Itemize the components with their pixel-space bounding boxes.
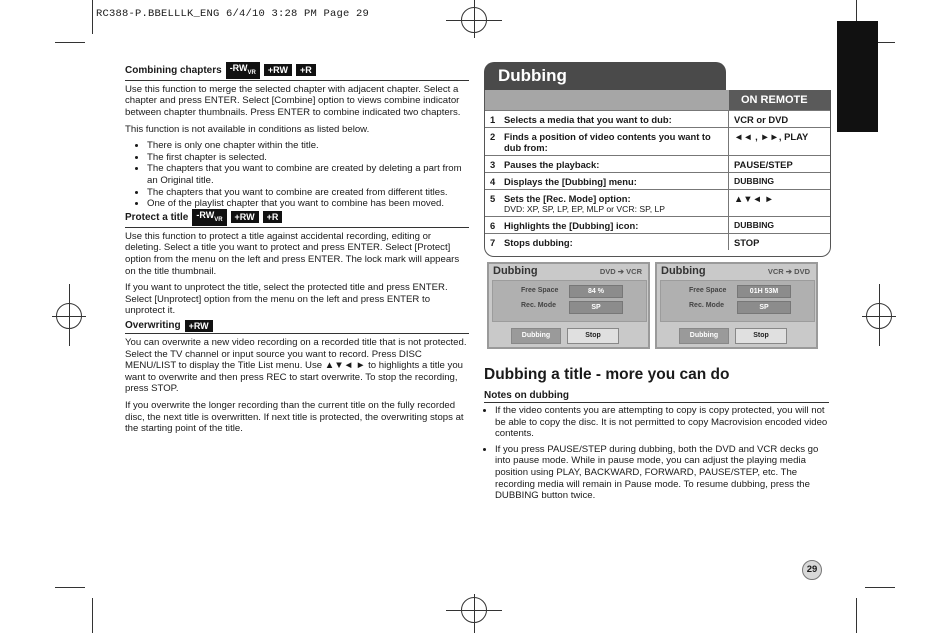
free-space-label: Free Space	[689, 287, 727, 294]
rec-mode-label: Rec. Mode	[689, 302, 725, 309]
screen-title: Dubbing	[661, 265, 706, 277]
rec-mode-options: DVD: XP, SP, LP, EP, MLP or VCR: SP, LP	[504, 204, 665, 214]
badge-plus-r: +R	[296, 64, 316, 76]
table-header	[485, 90, 830, 110]
rec-mode-value: SP	[569, 301, 623, 314]
dubbing-steps-table	[484, 90, 831, 257]
dubbing-button[interactable]: Dubbing	[679, 328, 729, 344]
badge-plus-rw: +RW	[231, 211, 259, 223]
rec-mode-label: Rec. Mode	[521, 302, 557, 309]
protect-title-heading	[125, 209, 469, 228]
section-tab	[837, 21, 878, 132]
list-item: • The chapters that you want to combine are created by deleting a part from an Original title.	[147, 163, 469, 186]
protect-title: Protect a title	[125, 211, 189, 223]
combining-chapters-section	[125, 62, 469, 215]
table-row: 5 Sets the [Rec. Mode] option: DVD: XP, SP, LP, EP, MLP or VCR: SP, LP ▲▼◄ ►	[485, 189, 830, 216]
table-row: 3 Pauses the playback: PAUSE/STEP	[485, 155, 830, 172]
notes-list	[484, 405, 829, 507]
badge-rw-vr: $-RW_{VR}$	[226, 62, 260, 79]
dubbing-button[interactable]: Dubbing	[511, 328, 561, 344]
badge-plus-rw: +RW	[185, 320, 213, 332]
list-item: • If the video contents you are attempting to copy is copy protected, you will not be able to copy the disc. It is not permitted to copy Macrovision encoded video contents.	[495, 405, 829, 440]
page-number: 29	[802, 560, 822, 580]
on-remote-label: ON REMOTE	[729, 90, 830, 110]
list-item: • There is only one chapter within the title.	[147, 140, 469, 152]
dubbing-heading: Dubbing	[484, 62, 726, 90]
protect-title-section	[125, 209, 469, 322]
overwriting-section	[125, 320, 469, 440]
table-row: 2 Finds a position of video contents you want to dub from: ◄◄ , ►►, PLAY	[485, 127, 830, 155]
free-space-value: 84 %	[569, 285, 623, 298]
free-space-label: Free Space	[521, 287, 559, 294]
overwriting-heading	[125, 320, 469, 334]
protect-paragraph-2: If you want to unprotect the title, select the protected title and press ENTER. Select [Unprotect] option from the menu on the left and press ENTER to unprotect it.	[125, 282, 448, 317]
dub-direction: DVD ➔ VCR	[599, 267, 642, 276]
dubbing-screen-vcr-to-dvd	[655, 262, 818, 349]
screen-title: Dubbing	[493, 265, 538, 277]
stop-button[interactable]: Stop	[735, 328, 787, 344]
dub-direction: VCR ➔ DVD	[767, 267, 810, 276]
combining-chapters-heading	[125, 62, 469, 81]
free-space-value: 01H 53M	[737, 285, 791, 298]
combining-title: Combining chapters	[125, 64, 222, 76]
overwriting-paragraph-1: You can overwrite a new video recording on a recorded title that is not protected. Select the TV channel or input source you want to record. Press DISC MENU/LIST to display the Title List menu. Use ▲▼◄ ► to highlights a title you want to overwrite and then press REC to start overwrite. To stop the recording, press STOP.	[125, 337, 467, 395]
rec-mode-value: SP	[737, 301, 791, 314]
table-row: 7 Stops dubbing: STOP	[485, 233, 830, 256]
badge-plus-rw: +RW	[264, 64, 292, 76]
combining-paragraph-1: Use this function to merge the selected chapter with adjacent chapter. Select a chapter and press ENTER. Select [Combine] option to views combine indicator between chapter thumbnails. Press ENTER to combine indicated two chapters.	[125, 83, 461, 118]
list-item: • The first chapter is selected.	[147, 152, 469, 164]
stop-button[interactable]: Stop	[567, 328, 619, 344]
list-item: • One of the playlist chapter that you want to combine has been moved.	[147, 198, 469, 210]
combining-conditions-list	[125, 140, 469, 210]
table-row: 1 Selects a media that you want to dub: VCR or DVD	[485, 110, 830, 127]
badge-plus-r: +R	[263, 211, 283, 223]
protect-paragraph-1: Use this function to protect a title against accidental recording, editing or deleting. Select a title you want to protect and press ENTER. Select [Protect] option from the menu on the left and press ENTER. The lock mark will appears on the title thumbnail.	[125, 230, 460, 277]
notes-heading: Notes on dubbing	[484, 390, 829, 403]
combining-paragraph-2: This function is not available in conditions as listed below.	[125, 123, 370, 135]
print-slug: RC388-P.BBELLLK_ENG 6/4/10 3:28 PM Page 29	[96, 8, 370, 20]
dubbing-screen-dvd-to-vcr	[487, 262, 650, 349]
overwriting-title: Overwriting	[125, 320, 181, 332]
badge-rw-vr: $-RW_{VR}$	[192, 209, 226, 226]
section-title: Dubbing a title - more you can do	[484, 366, 730, 383]
list-item: • If you press PAUSE/STEP during dubbing, both the DVD and VCR decks go into pause mode. While in pause mode, you can adjust the playing media position using PLAY, BACKWARD, FORWARD, PAUSE/STEP, etc. The recording media will remain in Pause mode. To resume dubbing, press the DUBBING button twice.	[495, 444, 829, 502]
table-row: 6 Highlights the [Dubbing] icon: DUBBING	[485, 216, 830, 233]
list-item: • The chapters that you want to combine are created from different titles.	[147, 187, 469, 199]
overwriting-paragraph-2: If you overwrite the longer recording than the current title on the fully recorded disc, the next title is overwritten. If next title is protected, the overwriting stops at the starting point of the title.	[125, 399, 464, 435]
table-row: 4 Displays the [Dubbing] menu: DUBBING	[485, 172, 830, 189]
